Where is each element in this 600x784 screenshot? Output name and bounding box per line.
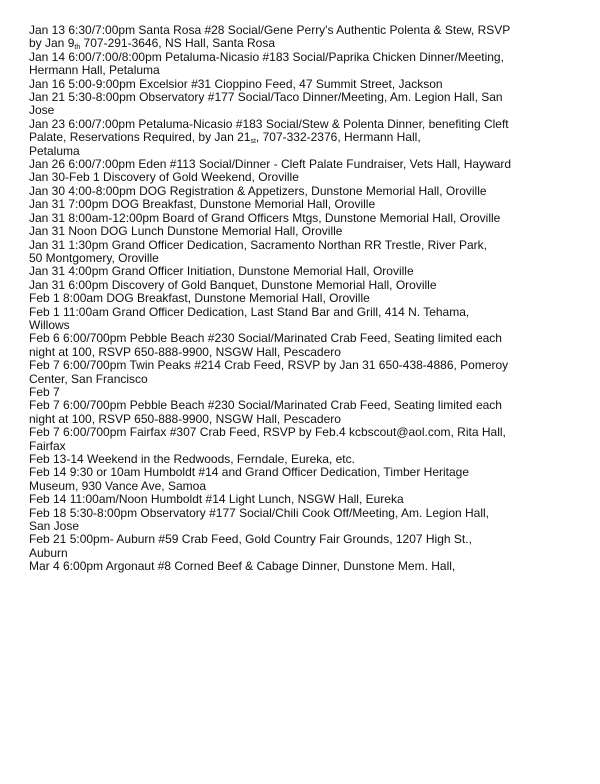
event-entry: [29, 90, 503, 118]
event-entry: [29, 386, 479, 399]
ordinal-suffix: st: [250, 138, 256, 146]
event-line: [29, 171, 479, 184]
event-text: Jan 31 7:00pm DOG Breakfast, Dunstone Memorial Hall, Oroville: [29, 197, 376, 212]
event-text: Feb 18 5:30-8:00pm Observatory #177 Social/Chili Cook Off/Meeting, Am. Legion Hall,: [29, 505, 490, 520]
event-line: [29, 49, 504, 64]
event-entry: [29, 279, 479, 292]
event-line: [29, 306, 479, 319]
event-text: Petaluma: [29, 143, 80, 158]
event-text: Feb 21 5:00pm- Auburn #59 Crab Feed, Gold Country Fair Grounds, 1207 High St.,: [29, 532, 472, 547]
event-entry: [29, 210, 501, 225]
event-text: San Jose: [29, 519, 80, 534]
event-text: Jan 31 1:30pm Grand Officer Dedication, Sacramento Northan RR Trestle, River Park,: [29, 237, 487, 252]
event-text: Fairfax: [29, 438, 66, 453]
event-line: [29, 398, 502, 413]
event-entry: [29, 237, 487, 266]
event-line: [29, 331, 502, 346]
event-entry: [29, 493, 479, 506]
event-line: [29, 157, 512, 172]
event-entry: [29, 331, 502, 359]
event-line: [29, 237, 487, 252]
event-entry: [29, 23, 511, 52]
event-text: Jan 21 5:30-8:00pm Observatory #177 Social/Taco Dinner/Meeting, Am. Legion Hall, San: [29, 90, 503, 105]
event-entry: [29, 466, 479, 493]
event-line: [29, 145, 479, 158]
event-line: [29, 453, 479, 466]
event-line: [29, 198, 479, 211]
event-text: Feb 14 11:00am/Noon Humboldt #14 Light Lunch, NSGW Hall, Eureka: [29, 492, 404, 507]
event-text: Jan 31 8:00am-12:00pm Board of Grand Officers Mtgs, Dunstone Memorial Hall, Oroville: [29, 210, 501, 225]
event-text: by Jan 9: [29, 36, 75, 51]
event-text: Jan 31 4:00pm Grand Officer Initiation, Dunstone Memorial Hall, Oroville: [29, 264, 414, 279]
event-text: Jan 23 6:00/7:00pm Petaluma-Nicasio #183 Social/Stew & Polenta Dinner, benefiting Cleft: [29, 116, 509, 131]
event-text: Feb 14 9:30 or 10am Humboldt #14 and Grand Officer Dedication, Timber Heritage: [29, 465, 470, 480]
event-entry: [29, 198, 479, 211]
event-line: [29, 533, 479, 546]
event-line: [29, 346, 479, 359]
event-entry: [29, 292, 479, 305]
event-text: Hermann Hall, Petaluma: [29, 63, 160, 78]
event-text: Jan 16 5:00-9:00pm Excelsior #31 Cioppino Feed, 47 Summit Street, Jackson: [29, 76, 443, 91]
event-line: [29, 386, 479, 399]
event-line: [29, 23, 511, 37]
event-entry: [29, 425, 506, 453]
event-line: [29, 64, 479, 77]
event-line: [29, 520, 479, 533]
ordinal-suffix: th: [74, 44, 81, 52]
event-line: [29, 183, 487, 198]
event-text: Jan 13 6:30/7:00pm Santa Rosa #28 Social/Gene Perry's Authentic Polenta & Stew, RSVP: [29, 23, 511, 37]
event-entry: [29, 560, 479, 573]
event-entry: [29, 183, 487, 198]
event-text: Feb 7 6:00/700pm Twin Peaks #214 Crab Feed, RSVP by Jan 31 650-438-4886, Pomeroy: [29, 358, 509, 373]
event-text: Jan 26 6:00/7:00pm Eden #113 Social/Dinner - Cleft Palate Fundraiser, Vets Hall, Hayward: [29, 157, 512, 172]
event-text: Auburn: [29, 545, 68, 560]
event-text: Feb 6 6:00/700pm Pebble Beach #230 Social/Marinated Crab Feed, Seating limited each: [29, 331, 502, 346]
event-text: Jose: [29, 103, 55, 118]
event-line: [29, 373, 479, 386]
event-entry: [29, 49, 504, 78]
event-line: [29, 358, 509, 373]
event-text: Jan 30-Feb 1 Discovery of Gold Weekend, Oroville: [29, 170, 299, 185]
event-line: [29, 560, 479, 573]
event-line: [29, 413, 479, 426]
event-entry: [29, 78, 479, 91]
event-entry: [29, 358, 509, 386]
event-text: Feb 1 8:00am DOG Breakfast, Dunstone Memorial Hall, Oroville: [29, 291, 370, 306]
event-text: Museum, 930 Vance Ave, Samoa: [29, 478, 206, 493]
event-line: [29, 425, 506, 440]
event-line: [29, 252, 479, 265]
event-entry: [29, 171, 479, 184]
event-entry: [29, 453, 479, 466]
event-text: night at 100, RSVP 650-888-9900, NSGW Hall, Pescadero: [29, 344, 341, 359]
event-text: , 707-332-2376, Hermann Hall,: [255, 130, 421, 145]
event-text: Feb 1 11:00am Grand Officer Dedication, Last Stand Bar and Grill, 414 N. Tehama,: [29, 304, 470, 319]
event-entry: [29, 398, 502, 426]
event-text: Feb 7 6:00/700pm Fairfax #307 Crab Feed, RSVP by Feb.4 kcbscout@aol.com, Rita Hall,: [29, 425, 506, 440]
event-text: Center, San Francisco: [29, 371, 148, 386]
event-entry: [29, 157, 512, 172]
event-text: 707-291-3646, NS Hall, Santa Rosa: [80, 36, 276, 51]
event-line: [29, 466, 479, 479]
event-line: [29, 547, 479, 560]
event-entry: [29, 306, 479, 333]
event-text: Jan 31 6:00pm Discovery of Gold Banquet, Dunstone Memorial Hall, Oroville: [29, 277, 437, 292]
event-entry: [29, 505, 490, 534]
event-line: [29, 265, 479, 278]
event-line: [29, 493, 479, 506]
event-text: Palate, Reservations Required, by Jan 21: [29, 130, 251, 145]
event-text: Mar 4 6:00pm Argonaut #8 Corned Beef & Cabage Dinner, Dunstone Mem. Hall,: [29, 559, 456, 574]
event-text: Jan 30 4:00-8:00pm DOG Registration & Appetizers, Dunstone Memorial Hall, Oroville: [29, 183, 487, 198]
event-text: 50 Montgomery, Oroville: [29, 250, 159, 265]
event-line: [29, 90, 503, 105]
event-entry: [29, 225, 479, 238]
event-line: [29, 210, 501, 225]
event-text: Jan 14 6:00/7:00/8:00pm Petaluma-Nicasio #183 Social/Paprika Chicken Dinner/Meeting,: [29, 49, 504, 64]
event-text: Feb 7: [29, 384, 60, 399]
event-entry: [29, 265, 479, 278]
event-entry: [29, 116, 509, 158]
event-line: [29, 225, 479, 238]
event-line: [29, 319, 479, 332]
event-line: [29, 440, 479, 453]
event-line: [29, 279, 479, 292]
event-text: Jan 31 Noon DOG Lunch Dunstone Memorial Hall, Oroville: [29, 224, 343, 239]
event-line: [29, 131, 479, 144]
event-line: [29, 505, 490, 520]
event-entry: [29, 533, 479, 560]
event-calendar-page: [29, 23, 512, 574]
event-line: [29, 292, 479, 305]
event-line: [29, 480, 479, 493]
event-text: night at 100, RSVP 650-888-9900, NSGW Hall, Pescadero: [29, 411, 341, 426]
event-line: [29, 104, 479, 117]
event-text: Feb 13-14 Weekend in the Redwoods, Ferndale, Eureka, etc.: [29, 452, 355, 466]
event-line: [29, 37, 479, 50]
event-text: Willows: [29, 317, 70, 332]
event-line: [29, 116, 509, 131]
event-line: [29, 78, 479, 91]
event-text: Feb 7 6:00/700pm Pebble Beach #230 Social/Marinated Crab Feed, Seating limited each: [29, 398, 502, 413]
